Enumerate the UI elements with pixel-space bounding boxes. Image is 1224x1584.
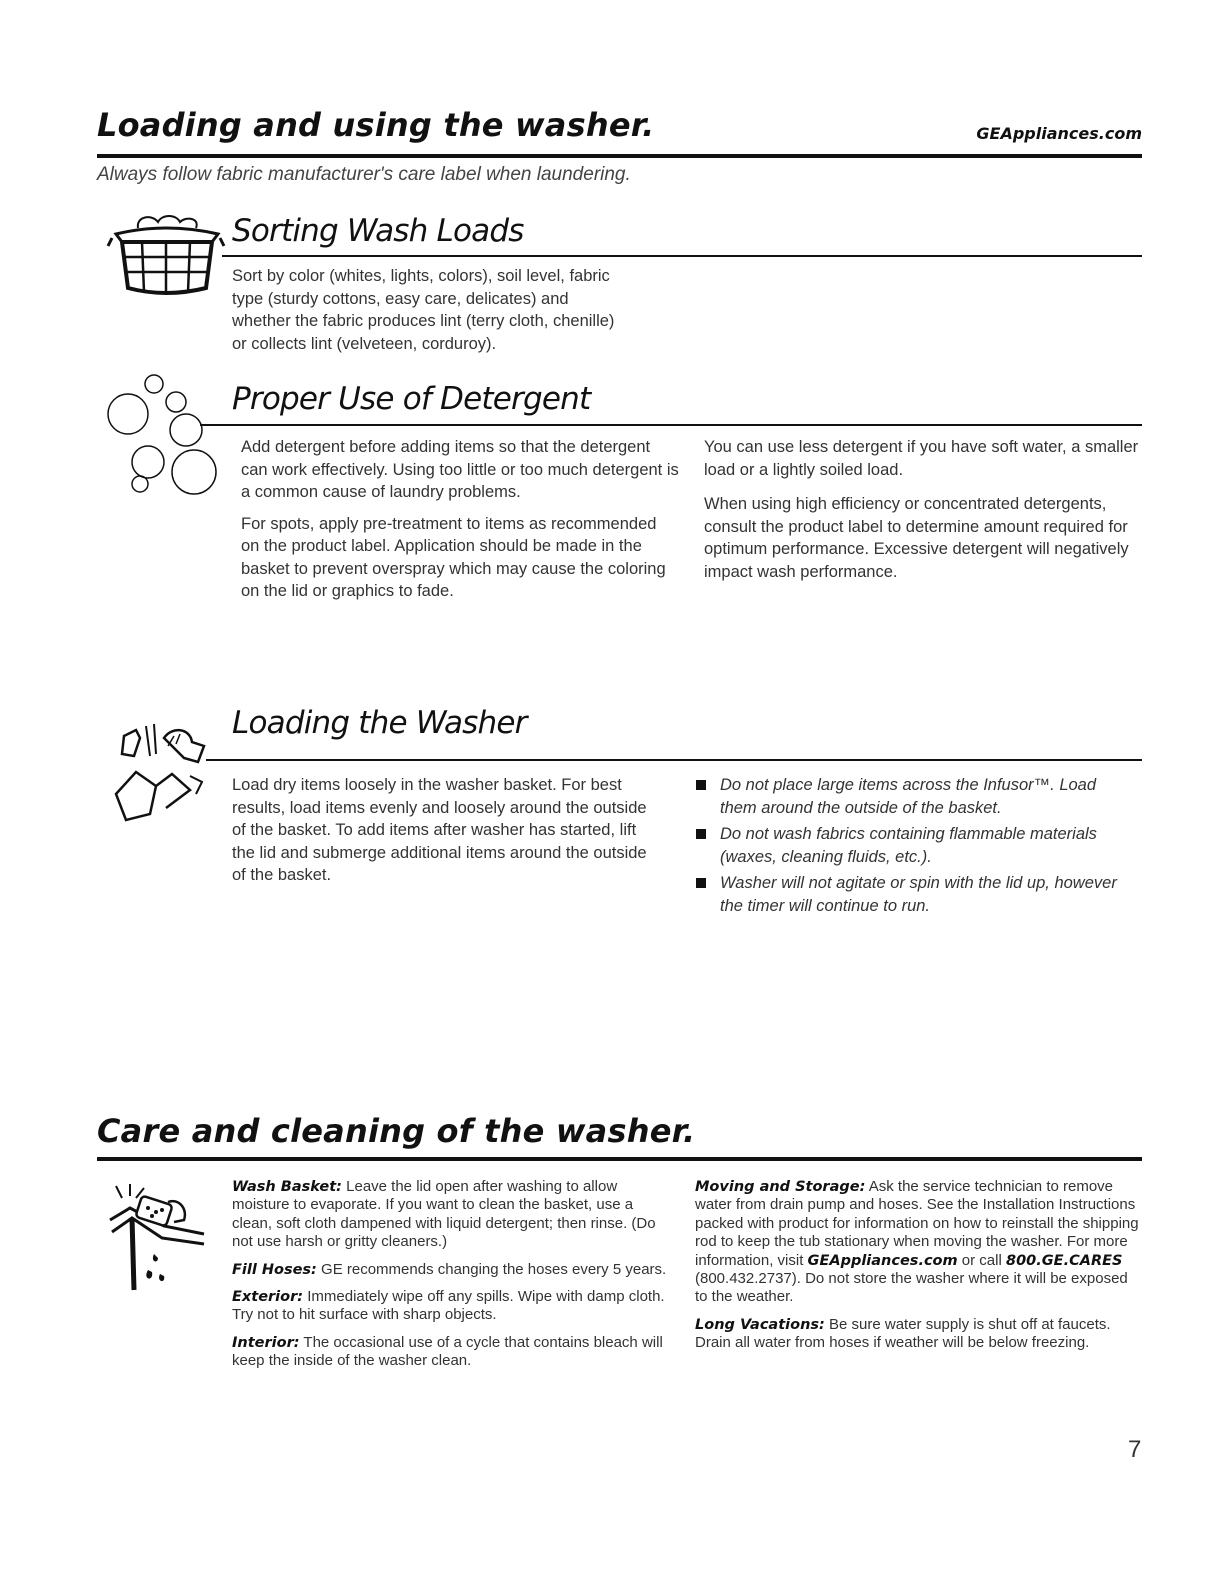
care-title: Care and cleaning of the washer. [97, 1112, 696, 1150]
page-number: 7 [1128, 1436, 1142, 1463]
care-item-fill-hoses: Fill Hoses: GE recommends changing the hoses every 5 years. [232, 1260, 667, 1278]
cleaning-sponge-icon [108, 1182, 212, 1292]
phone-number: 800.GE.CARES [1005, 1252, 1123, 1269]
loading-rule [206, 759, 1142, 761]
sorting-text: Sort by color (whites, lights, colors), soil level, fabric type (sturdy cottons, easy care, delicates) and whether the fabric produces lint (terry cloth, chenille) or collects lint (velveteen, corduroy). [232, 267, 615, 353]
sorting-title: Sorting Wash Loads [232, 213, 524, 249]
laundry-basket-icon [108, 212, 224, 300]
bullet-item: Washer will not agitate or spin with the lid up, however the timer will continue to run. [696, 872, 1136, 917]
bullet-item: Do not place large items across the Infusor™. Load them around the outside of the basket. [696, 774, 1136, 819]
loading-title: Loading the Washer [232, 705, 527, 741]
care-label: Long Vacations: [695, 1316, 825, 1333]
care-label: Exterior: [232, 1289, 304, 1306]
care-item-wash-basket: Wash Basket: Leave the lid open after washing to allow moisture to evaporate. If you want to clean the basket, use a clean, soft cloth dampened with liquid detergent; then rinse. (Do not use harsh or gritty cleaners.) [232, 1178, 656, 1251]
loading-text: Load dry items loosely in the washer basket. For best results, load items evenly and loosely around the outside of the basket. To add items after washer has started, lift the lid and submerge additional items around the outside of the basket. [232, 776, 647, 884]
clothes-icon [106, 716, 218, 828]
title-rule [97, 154, 1142, 158]
care-label: Fill Hoses: [232, 1261, 317, 1278]
detergent-paragraph: When using high efficiency or concentrated detergents, consult the product label to determine amount required for optimum performance. Excessive detergent will negatively impact wash performance. [704, 495, 1129, 581]
care-label: Interior: [232, 1334, 300, 1351]
care-left-column [232, 1178, 676, 1380]
care-item-exterior: Exterior: Immediately wipe off any spills. Wipe with damp cloth. Try not to hit surface with sharp objects. [232, 1288, 665, 1324]
bubbles-icon [106, 372, 216, 496]
website-link[interactable]: GEAppliances.com [807, 1252, 958, 1269]
care-item-interior: Interior: The occasional use of a cycle that contains bleach will keep the inside of the washer clean. [232, 1333, 663, 1370]
page-title: Loading and using the washer. [97, 106, 655, 144]
detergent-right-column [704, 436, 1144, 583]
detergent-rule [200, 424, 1142, 426]
care-item-long-vacations: Long Vacations: Be sure water supply is shut off at faucets. Drain all water from hoses if weather will be below freezing. [695, 1315, 1111, 1352]
bullet-item: Do not wash fabrics containing flammable materials (waxes, cleaning fluids, etc.). [696, 823, 1136, 868]
website-link[interactable]: GEAppliances.com [976, 124, 1142, 143]
detergent-paragraph: For spots, apply pre-treatment to items as recommended on the product label. Application should be made in the basket to prevent overspray which may cause the coloring on the lid or graphics to fade. [241, 514, 666, 600]
detergent-paragraph: Add detergent before adding items so that the detergent can work effectively. Using too little or too much detergent is a common cause of laundry problems. [241, 438, 679, 501]
sorting-rule [222, 255, 1142, 257]
detergent-left-column [241, 436, 679, 603]
care-rule [97, 1157, 1142, 1161]
loading-bullet-list [696, 774, 1136, 921]
care-item-moving-storage: Moving and Storage: Ask the service technician to remove water from drain pump and hoses. See the Installation Instructions packed with product for information on how to reinstall the shipping rod to keep the tub stationary when moving the washer. For more information, visit GEAppliances.com or call 800.GE.CARES (800.432.2737). Do not store the washer where it will be exposed to the weather. [695, 1178, 1139, 1306]
care-label: Wash Basket: [232, 1179, 342, 1195]
care-right-column [695, 1178, 1141, 1362]
page-subtitle: Always follow fabric manufacturer's care label when laundering. [97, 164, 631, 185]
detergent-title: Proper Use of Detergent [232, 381, 591, 417]
detergent-paragraph: You can use less detergent if you have soft water, a smaller load or a lightly soiled load. [704, 438, 1139, 479]
care-label: Moving and Storage: [695, 1179, 866, 1195]
